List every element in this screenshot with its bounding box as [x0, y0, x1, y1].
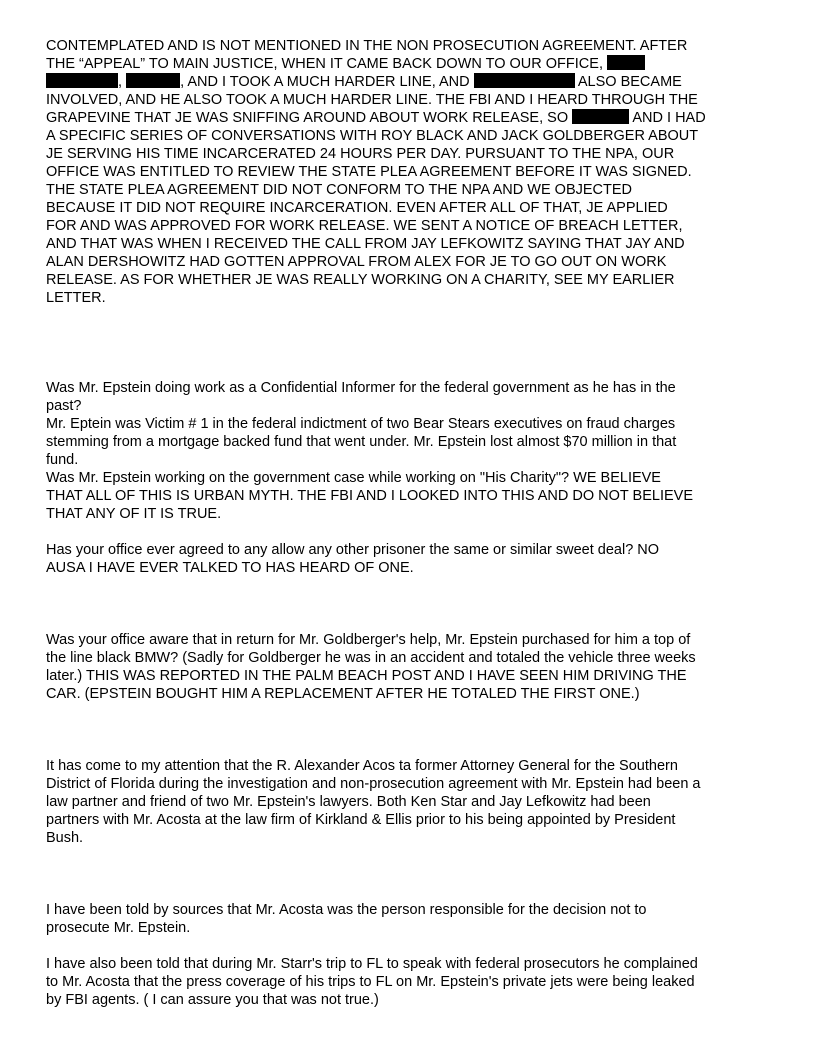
text-line: Was Mr. Epstein doing work as a Confidential Informer for the federal government as he has in the: [46, 380, 676, 396]
text-line: OFFICE WAS ENTITLED TO REVIEW THE STATE PLEA AGREEMENT BEFORE IT WAS SIGNED.: [46, 164, 692, 180]
text-line: Has your office ever agreed to any allow any other prisoner the same or similar sweet deal? NO: [46, 542, 660, 558]
line-text: ALSO BECAME: [577, 74, 682, 90]
redaction-bar: [126, 73, 180, 88]
text-line: District of Florida during the investigation and non-prosecution agreement with Mr. Epstein had been a: [46, 776, 701, 792]
text-line: partners with Mr. Acosta at the law firm of Kirkland & Ellis prior to his being appointed by President: [46, 812, 676, 828]
redaction-bar: [46, 73, 118, 88]
sources-paragraph: [46, 901, 776, 937]
redaction-bar: [572, 109, 629, 124]
line-text: GRAPEVINE THAT JE WAS SNIFFING AROUND ABOUT WORK RELEASE, SO: [46, 110, 569, 126]
text-line: past?: [46, 398, 82, 414]
text-line: BECAUSE IT DID NOT REQUIRE INCARCERATION. EVEN AFTER ALL OF THAT, JE APPLIED: [46, 200, 668, 216]
text-line: fund.: [46, 452, 79, 468]
text-line: AUSA I HAVE EVER TALKED TO HAS HEARD OF ONE.: [46, 560, 414, 576]
spacer: [46, 577, 776, 631]
redaction-bar: [474, 73, 575, 88]
text-line: [46, 73, 776, 91]
text-line: CONTEMPLATED AND IS NOT MENTIONED IN THE NON PROSECUTION AGREEMENT. AFTER: [46, 38, 688, 54]
letter-page: [46, 37, 776, 1009]
text-line: AND THAT WAS WHEN I RECEIVED THE CALL FROM JAY LEFKOWITZ SAYING THAT JAY AND: [46, 236, 685, 252]
text-line: It has come to my attention that the R. Alexander Acos ta former Attorney General for the Southern: [46, 758, 678, 774]
text-line: FOR AND WAS APPROVED FOR WORK RELEASE. WE SENT A NOTICE OF BREACH LETTER,: [46, 218, 683, 234]
text-line: stemming from a mortgage backed fund that went under. Mr. Epstein lost almost $70 million in that: [46, 434, 677, 450]
text-line: JE SERVING HIS TIME INCARCERATED 24 HOURS PER DAY. PURSUANT TO THE NPA, OUR: [46, 146, 675, 162]
text-line: RELEASE. AS FOR WHETHER JE WAS REALLY WORKING ON A CHARITY, SEE MY EARLIER: [46, 272, 675, 288]
text-line: later.) THIS WAS REPORTED IN THE PALM BEACH POST AND I HAVE SEEN HIM DRIVING THE: [46, 668, 687, 684]
informer-question-paragraph: [46, 379, 776, 523]
spacer: [46, 307, 776, 379]
line-text: AND I HAD: [632, 110, 706, 126]
text-line: by FBI agents. ( I can assure you that was not true.): [46, 992, 379, 1008]
text-line: Was your office aware that in return for Mr. Goldberger's help, Mr. Epstein purchased for him a top of: [46, 632, 691, 648]
text-line: CAR. (EPSTEIN BOUGHT HIM A REPLACEMENT AFTER HE TOTALED THE FIRST ONE.): [46, 686, 640, 702]
acosta-attention-paragraph: [46, 757, 776, 847]
text-line: I have been told by sources that Mr. Acosta was the person responsible for the decision not to: [46, 902, 647, 918]
text-line: INVOLVED, AND HE ALSO TOOK A MUCH HARDER LINE. THE FBI AND I HEARD THROUGH THE: [46, 92, 698, 108]
text-line: Mr. Eptein was Victim # 1 in the federal indictment of two Bear Stears executives on fraud charges: [46, 416, 676, 432]
text-line: [46, 55, 776, 73]
redaction-bar: [607, 55, 645, 70]
text-line: THE STATE PLEA AGREEMENT DID NOT CONFORM TO THE NPA AND WE OBJECTED: [46, 182, 633, 198]
text-line: prosecute Mr. Epstein.: [46, 920, 191, 936]
line-text: , AND I TOOK A MUCH HARDER LINE, AND: [180, 74, 470, 90]
text-line: Was Mr. Epstein working on the government case while working on "His Charity"? WE BELIEVE: [46, 470, 661, 486]
text-line: ALAN DERSHOWITZ HAD GOTTEN APPROVAL FROM ALEX FOR JE TO GO OUT ON WORK: [46, 254, 667, 270]
sweet-deal-question-paragraph: [46, 541, 776, 577]
spacer: [46, 523, 776, 541]
text-line: THAT ANY OF IT IS TRUE.: [46, 506, 222, 522]
starr-trip-paragraph: [46, 955, 776, 1009]
ausa-response-paragraph: [46, 37, 776, 307]
text-line: A SPECIFIC SERIES OF CONVERSATIONS WITH ROY BLACK AND JACK GOLDBERGER ABOUT: [46, 128, 699, 144]
text-line: the line black BMW? (Sadly for Goldberger he was in an accident and totaled the vehicle three weeks: [46, 650, 696, 666]
spacer: [46, 937, 776, 955]
text-line: law partner and friend of two Mr. Epstein's lawyers. Both Ken Star and Jay Lefkowitz had been: [46, 794, 651, 810]
text-line: Bush.: [46, 830, 84, 846]
text-line: THAT ALL OF THIS IS URBAN MYTH. THE FBI AND I LOOKED INTO THIS AND DO NOT BELIEVE: [46, 488, 694, 504]
spacer: [46, 703, 776, 757]
line-text: THE “APPEAL” TO MAIN JUSTICE, WHEN IT CAME BACK DOWN TO OUR OFFICE,: [46, 56, 603, 72]
spacer: [46, 847, 776, 901]
text-line: to Mr. Acosta that the press coverage of his trips to FL on Mr. Epstein's private jets were being leaked: [46, 974, 695, 990]
text-line: I have also been told that during Mr. Starr's trip to FL to speak with federal prosecutors he complained: [46, 956, 698, 972]
text-line: LETTER.: [46, 290, 106, 306]
text-line: [46, 109, 776, 127]
bmw-question-paragraph: [46, 631, 776, 703]
line-text: ,: [118, 74, 123, 90]
